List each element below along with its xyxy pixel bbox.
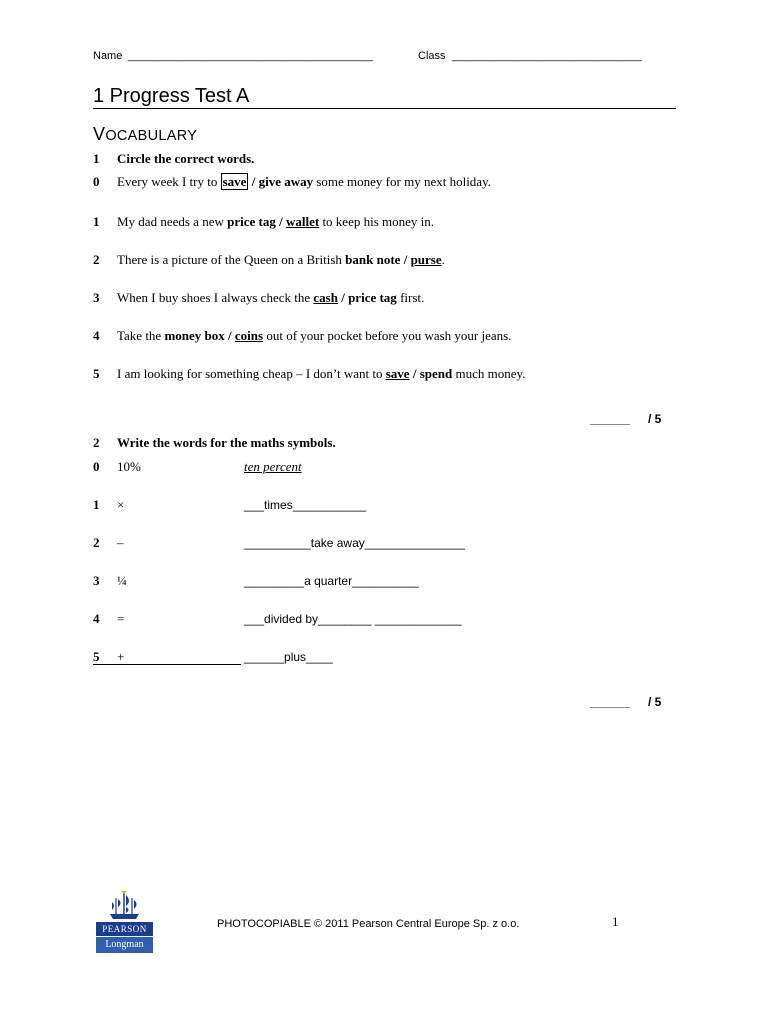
exercise-1-score-blank[interactable]: ______ [590,412,631,426]
exercise-1-score-total: / 5 [648,412,662,426]
choice-option[interactable]: spend [419,366,453,381]
copyright-text: PHOTOCOPIABLE © 2011 Pearson Central Europe Sp. z o.o. [217,918,520,930]
choice-separator: / [409,366,420,381]
item-number: 4 [93,611,100,626]
choice-option[interactable]: wallet [285,214,320,229]
title-rule [93,108,676,109]
item-number: 1 [93,214,100,229]
choice-separator: / [224,328,235,343]
sentence-text: out of your pocket before you wash your jeans. [263,328,512,343]
section-heading-initial: V [93,124,106,144]
choice-separator: / [400,252,411,267]
maths-symbol: = [117,611,125,626]
choice-option[interactable]: price tag [227,214,276,229]
example-answer: ten percent [244,459,302,474]
vocab-sentence [117,328,511,344]
choice-separator: / [248,174,259,189]
class-blank[interactable]: _______________________________ [452,50,642,62]
page-title: 1 Progress Test A [93,85,250,107]
maths-symbol: ¼ [117,573,127,588]
section-heading [93,124,197,145]
sentence-text: I am looking for something cheap – I don’t want to [117,366,386,381]
item-number: 5 [93,366,100,381]
maths-symbol: × [117,497,125,512]
exercise-2-score-total: / 5 [648,695,662,709]
exercise-2-number: 2 [93,435,100,450]
page-number: 1 [612,914,619,929]
maths-symbol: – [117,535,124,550]
item-number: 0 [93,174,100,189]
section-heading-rest: OCABULARY [105,128,198,144]
sentence-text: first. [396,290,425,305]
maths-symbol: 10% [117,459,141,474]
answer-field[interactable]: ______plus____ [244,650,333,664]
choice-option[interactable]: save [385,366,410,381]
answer-field[interactable]: ___times___________ [244,498,367,512]
answer-field[interactable]: _________a quarter__________ [244,574,419,588]
sentence-text: My dad needs a new [117,214,228,229]
pearson-logo [96,890,153,954]
sentence-text: There is a picture of the Queen on a British [117,252,346,267]
vocab-sentence [117,366,525,382]
ship-icon [96,890,153,922]
logo-longman-text: Longman [96,936,153,953]
choice-separator: / [337,290,349,305]
vocab-sentence [117,252,445,268]
choice-option[interactable]: save [222,174,247,189]
sentence-text: Every week I try to [117,174,221,189]
choice-separator: / [275,214,286,229]
maths-symbol: + [117,649,125,664]
class-label: Class [418,50,446,62]
logo-pearson-text: PEARSON [96,922,153,936]
name-blank[interactable]: ________________________________________ [128,50,373,62]
sentence-text: much money. [452,366,526,381]
sentence-text: . [441,252,445,267]
item-number: 2 [93,535,100,550]
exercise-2-instruction: Write the words for the maths symbols. [117,435,336,450]
vocab-sentence [117,214,434,230]
item-number: 2 [93,252,100,267]
exercise-1-instruction: Circle the correct words. [117,151,255,166]
choice-option[interactable]: bank note [345,252,401,267]
exercise-2-score-blank[interactable]: ______ [590,695,631,709]
choice-option[interactable]: price tag [348,290,397,305]
item-number: 3 [93,290,100,305]
sentence-text: to keep his money in. [319,214,435,229]
choice-option[interactable]: coins [234,328,264,343]
vocab-sentence [117,174,491,190]
answer-field[interactable]: ___divided by________ _____________ [244,612,462,626]
choice-option[interactable]: cash [313,290,338,305]
sentence-text: some money for my next holiday. [313,174,491,189]
item-number: 1 [93,497,100,512]
item-5-symbol-underline [93,664,241,665]
choice-option[interactable]: money box [164,328,225,343]
item-number: 3 [93,573,100,588]
choice-option[interactable]: purse [410,252,442,267]
answer-field[interactable]: __________take away_______________ [244,536,465,550]
sentence-text: When I buy shoes I always check the [117,290,314,305]
sentence-text: Take the [117,328,165,343]
item-number: 4 [93,328,100,343]
vocab-sentence [117,290,424,306]
item-number: 0 [93,459,100,474]
item-number: 5 [93,649,100,664]
exercise-1-number: 1 [93,151,100,166]
choice-option[interactable]: give away [258,174,314,189]
name-label: Name [93,50,123,62]
